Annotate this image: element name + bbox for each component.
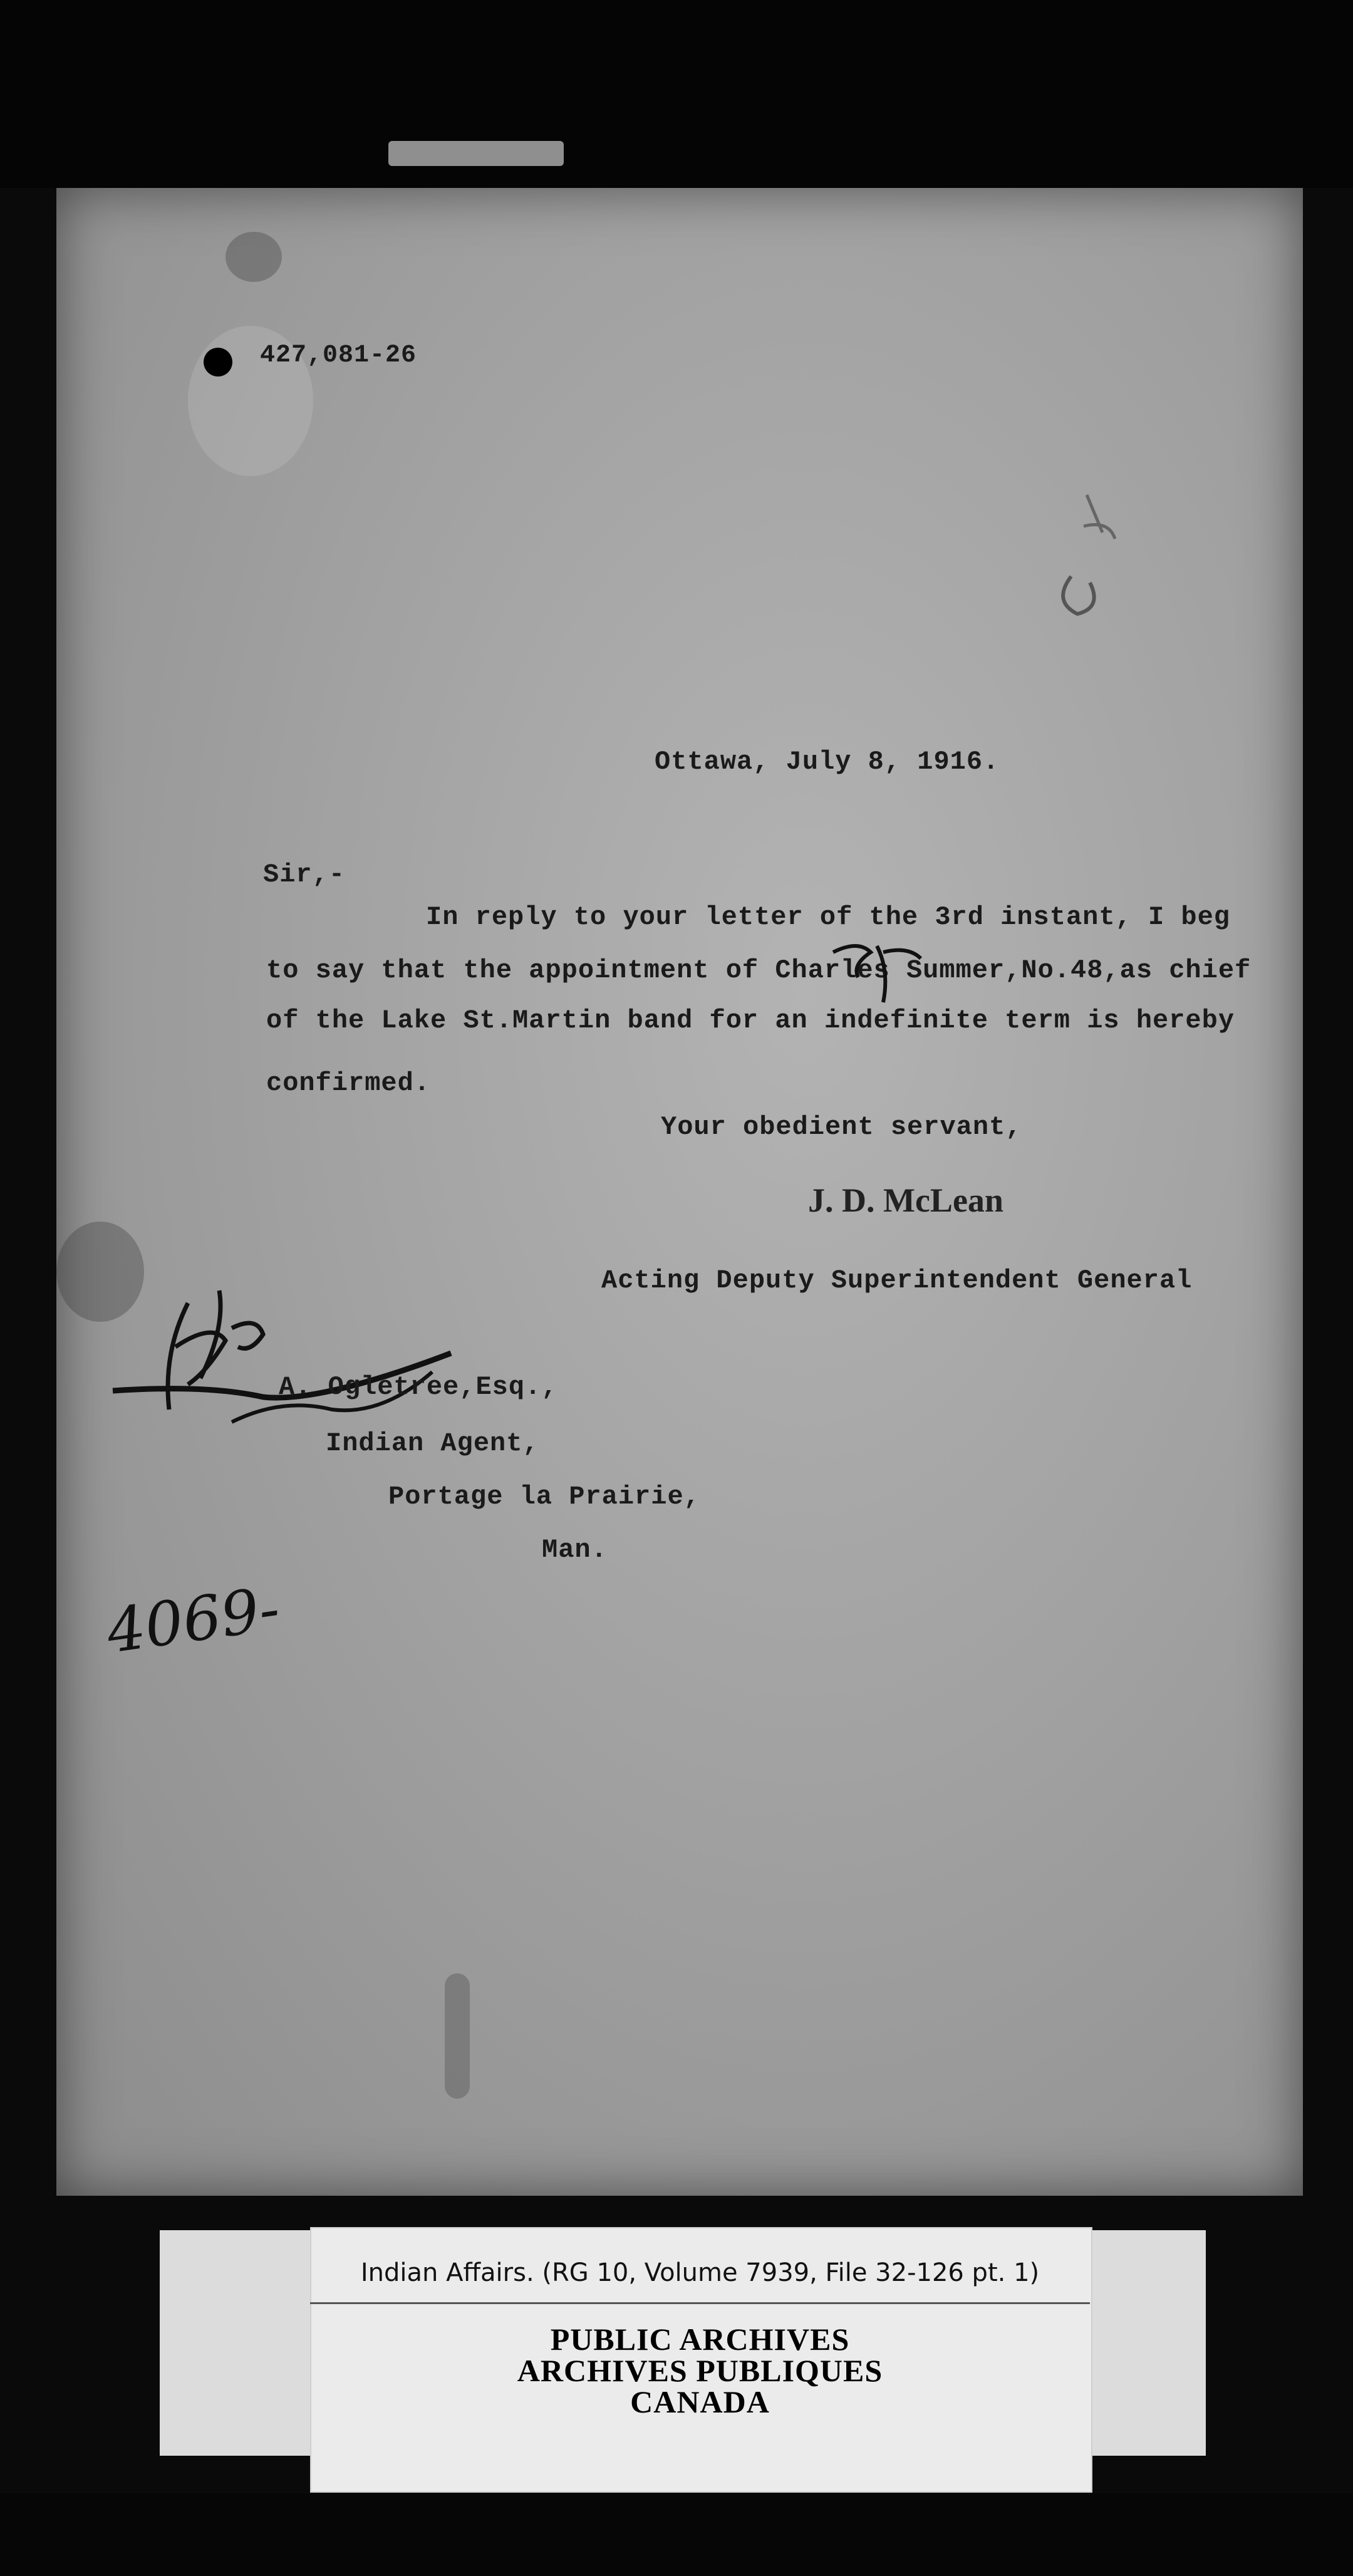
stain-spot <box>226 232 282 282</box>
film-border-bottom <box>0 2493 1353 2576</box>
salutation: Sir,- <box>263 860 346 890</box>
addressee-line: A. Ogletree,Esq., <box>279 1372 558 1402</box>
dateline: Ottawa, July 8, 1916. <box>655 747 1000 777</box>
body-line: of the Lake St.Martin band for an indefinite term is hereby <box>266 1005 1235 1036</box>
pencil-marks <box>1052 489 1128 626</box>
body-line: confirmed. <box>266 1068 431 1098</box>
archive-title: ARCHIVES PUBLIQUES <box>517 2353 883 2388</box>
addressee-line: Indian Agent, <box>326 1428 539 1458</box>
body-line: to say that the appointment of Charles Summer,No.48,as chief <box>266 955 1252 985</box>
closing: Your obedient servant, <box>661 1112 1022 1142</box>
archive-title: CANADA <box>630 2384 770 2419</box>
addressee-line: Man. <box>542 1535 608 1565</box>
archive-title: PUBLIC ARCHIVES <box>550 2322 850 2357</box>
signature-title: Acting Deputy Superintendent General <box>601 1265 1193 1296</box>
paper-speck <box>445 1973 470 2099</box>
signature-name: J. D. McLean <box>808 1182 1003 1219</box>
addressee-line: Portage la Prairie, <box>388 1482 700 1512</box>
handwritten-initials <box>106 1265 457 1453</box>
body-line: In reply to your letter of the 3rd instant, I beg <box>426 902 1231 932</box>
file-number: 427,081-26 <box>260 341 417 370</box>
handwritten-correction <box>808 933 946 1015</box>
film-border-top <box>0 0 1353 188</box>
handwritten-number: 4069- <box>102 1573 284 1667</box>
label-divider <box>310 2302 1090 2304</box>
hole-punch <box>204 348 232 377</box>
film-scratch <box>388 141 564 166</box>
archive-source: Indian Affairs. (RG 10, Volume 7939, File 32-126 pt. 1) <box>360 2258 1040 2287</box>
